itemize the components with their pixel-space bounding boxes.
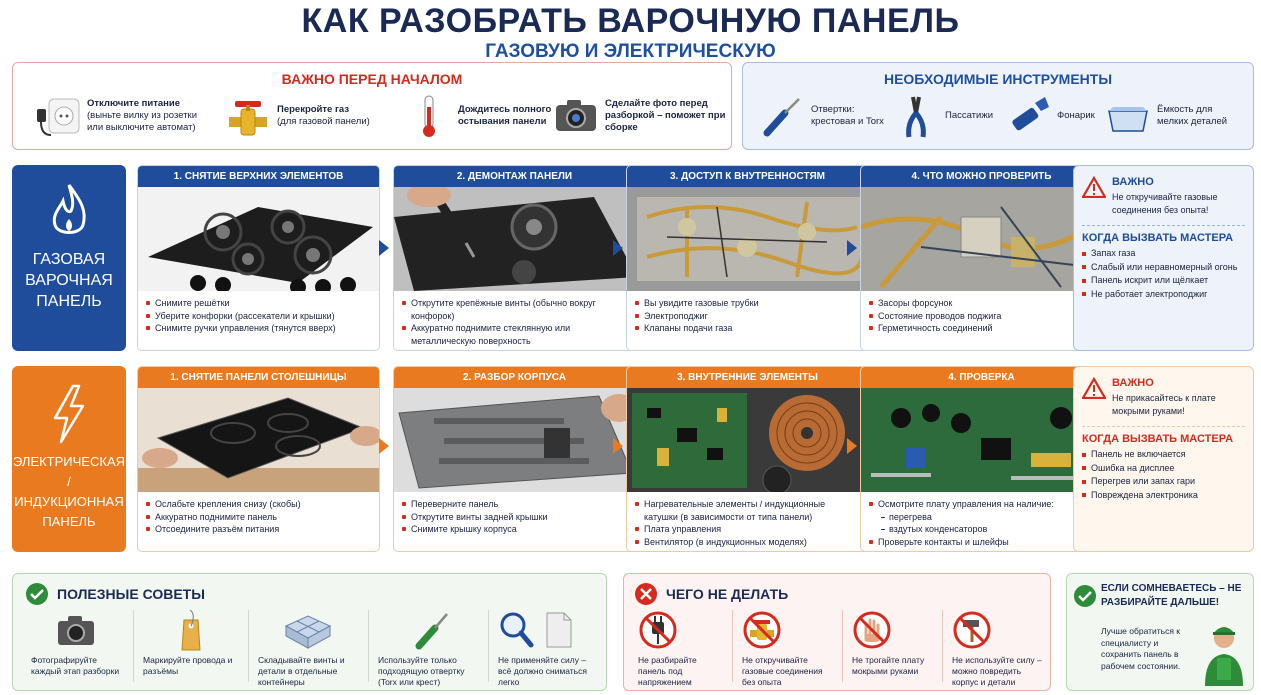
tool-container-label: Ёмкость для мелких деталей	[1157, 104, 1228, 127]
thermometer-icon	[406, 93, 452, 139]
electric-step-3-title: 3. ВНУТРЕННИЕ ЭЛЕМЕНТЫ	[627, 367, 868, 388]
electric-warning-panel	[1073, 366, 1254, 552]
gas-step-3-bullet: Клапаны подачи газа	[635, 322, 860, 335]
dont-text: Не используйте силу – можно повредить корпус и детали	[952, 655, 1042, 687]
gas-step-1	[137, 165, 380, 351]
electric-step-3	[626, 366, 869, 552]
gas-step-2-bullet: Открутите крепёжные винты (обычно вокруг конфорок)	[402, 297, 627, 322]
electric-step-3-bullet: Вентилятор (в индукционных моделях)	[635, 536, 860, 549]
arrow-right-icon	[613, 438, 623, 454]
tool-flashlight-label: Фонарик	[1057, 110, 1095, 121]
electric-call-item: Повреждена электроника	[1082, 489, 1245, 503]
gas-call-master-title: КОГДА ВЫЗВАТЬ МАСТЕРА	[1082, 232, 1234, 244]
tip-icons	[498, 608, 598, 652]
camera-icon	[553, 93, 599, 139]
magnifier-icon	[498, 610, 534, 650]
arrow-right-icon	[847, 240, 857, 256]
before-item-gas	[225, 93, 390, 139]
arrow-right-icon	[847, 438, 857, 454]
divider	[732, 610, 733, 682]
electric-step-1-bullet: Отсоедините разъём питания	[146, 523, 371, 536]
gas-section-title: ГАЗОВАЯ ВАРОЧНАЯ ПАНЕЛЬ	[25, 251, 113, 310]
induction-lift-photo	[138, 388, 379, 492]
electric-warning-title: ВАЖНО	[1112, 377, 1154, 389]
tip-text: Складывайте винты и детали в отдельные контейнеры	[258, 655, 345, 687]
tool-pliers-label: Пассатижи	[945, 110, 994, 121]
warning-triangle-icon	[1082, 377, 1106, 399]
electric-step-4-subbullet: вздутых конденсаторов	[869, 523, 1094, 536]
tip-item	[31, 608, 121, 677]
electric-step-4-subbullet: перегрева	[869, 511, 1094, 524]
electric-step-2-bullet: Снимите крышку корпуса	[402, 523, 627, 536]
control-board-photo	[861, 388, 1102, 492]
divider	[842, 610, 843, 682]
gas-warning-text: Не откручивайте газовые соединения без опыта!	[1112, 192, 1218, 215]
electric-call-master-title: КОГДА ВЫЗВАТЬ МАСТЕРА	[1082, 433, 1234, 445]
dont-title: ЧЕГО НЕ ДЕЛАТЬ	[666, 586, 789, 602]
gas-call-item: Слабый или неравномерный огонь	[1082, 261, 1245, 275]
gas-valve-icon	[225, 93, 271, 139]
gas-step-3-title: 3. ДОСТУП К ВНУТРЕННОСТЯМ	[627, 166, 868, 187]
check-circle-icon	[1073, 584, 1097, 608]
gas-step-4-bullet: Засоры форсунок	[869, 297, 1094, 310]
electric-step-4	[860, 366, 1103, 552]
useful-tips-panel	[12, 573, 607, 691]
electric-step-2-bullet: Переверните панель	[402, 498, 627, 511]
lightning-icon	[49, 384, 89, 444]
what-not-to-do-panel	[623, 573, 1051, 691]
before-photo-bold: Сделайте фото перед разборкой – поможет при сборке	[605, 98, 726, 133]
before-power-bold: Отключите питание	[87, 98, 181, 109]
doubt-text: Лучше обратиться к специалисту и сохранить панель в рабочем состоянии.	[1101, 626, 1181, 671]
before-gas-bold: Перекройте газ	[277, 104, 350, 115]
no-hammer-icon	[952, 608, 1047, 652]
gas-step-2-title: 2. ДЕМОНТАЖ ПАНЕЛИ	[394, 166, 635, 187]
gas-valve-closeup-photo	[861, 187, 1102, 291]
housing-screws-photo	[394, 388, 635, 492]
electric-step-4-bullet: Проверьте контакты и шлейфы	[869, 536, 1094, 549]
dont-item	[638, 608, 723, 688]
tag-icon	[143, 608, 238, 652]
gas-step-4	[860, 165, 1103, 351]
before-cool-bold: Дождитесь полного остывания панели	[458, 104, 552, 127]
tip-text: Маркируйте провода и разъёмы	[143, 655, 233, 676]
electric-step-3-bullet: Плата управления	[635, 523, 860, 536]
tools-title: НЕОБХОДИМЫЕ ИНСТРУМЕНТЫ	[883, 71, 1113, 87]
gas-panel-screws-photo	[394, 187, 635, 291]
page-subtitle: ГАЗОВУЮ И ЭЛЕКТРИЧЕСКУЮ	[485, 41, 776, 62]
divider	[248, 610, 249, 682]
gas-step-4-bullet: Состояние проводов поджига	[869, 310, 1094, 323]
pliers-icon	[893, 93, 939, 139]
electric-step-1	[137, 366, 380, 552]
before-start-panel	[12, 62, 732, 150]
tips-header	[25, 582, 205, 606]
electric-step-1-bullet: Аккуратно поднимите панель	[146, 511, 371, 524]
page-title: КАК РАЗОБРАТЬ ВАРОЧНУЮ ПАНЕЛЬ	[301, 2, 960, 40]
electric-step-1-title: 1. СНЯТИЕ ПАНЕЛИ СТОЛЕШНИЦЫ	[138, 367, 379, 388]
electric-warning-text: Не прикасайтесь к плате мокрыми руками!	[1112, 393, 1216, 416]
dont-item	[742, 608, 837, 688]
gas-step-1-bullet: Уберите конфорки (рассекатели и крышки)	[146, 310, 371, 323]
if-in-doubt-panel	[1066, 573, 1254, 691]
electric-call-item: Панель не включается	[1082, 448, 1245, 462]
gas-hob-grates-photo	[138, 187, 379, 291]
gas-step-1-bullet: Снимите решётки	[146, 297, 371, 310]
tool-screwdriver	[759, 93, 889, 139]
electric-step-1-bullet: Ослабьте крепления снизу (скобы)	[146, 498, 371, 511]
organizer-tray-icon	[258, 608, 358, 652]
technician-icon	[1199, 618, 1249, 686]
gas-step-4-bullet: Герметичность соединений	[869, 322, 1094, 335]
document-icon	[544, 610, 574, 650]
tip-item	[143, 608, 238, 677]
tool-screwdriver-label: Отвертки: крестовая и Torx	[811, 104, 884, 127]
gas-step-1-bullet: Снимите ручки управления (тянутся вверх)	[146, 322, 371, 335]
divider	[368, 610, 369, 682]
tips-title: ПОЛЕЗНЫЕ СОВЕТЫ	[57, 586, 205, 602]
induction-coil-photo	[627, 388, 868, 492]
before-item-photo	[553, 93, 728, 139]
divider	[488, 610, 489, 682]
electric-step-2-title: 2. РАЗБОР КОРПУСА	[394, 367, 635, 388]
electric-step-4-bullet: Осмотрите плату управления на наличие:	[869, 498, 1094, 511]
gas-step-4-title: 4. ЧТО МОЖНО ПРОВЕРИТЬ	[861, 166, 1102, 187]
tip-item	[378, 608, 483, 688]
doubt-title: ЕСЛИ СОМНЕВАЕТЕСЬ – НЕ РАЗБИРАЙТЕ ДАЛЬШЕ!	[1101, 583, 1242, 608]
plug-socket-icon	[35, 93, 81, 139]
x-circle-icon	[634, 582, 658, 606]
container-icon	[1105, 93, 1151, 139]
no-valve-icon	[742, 608, 837, 652]
tip-item	[258, 608, 358, 688]
electric-step-2	[393, 366, 636, 552]
flashlight-icon	[1005, 93, 1051, 139]
gas-section-label	[12, 165, 126, 351]
electric-call-item: Ошибка на дисплее	[1082, 462, 1245, 476]
tip-item	[498, 608, 598, 688]
electric-step-3-bullet: Нагревательные элементы / индукционные катушки (в зависимости от типа панели)	[635, 498, 860, 523]
check-circle-icon	[25, 582, 49, 606]
gas-step-2-bullet: Аккуратно поднимите стеклянную или металлическую поверхность	[402, 322, 627, 347]
tool-pliers	[893, 93, 1003, 139]
warning-triangle-icon	[1082, 176, 1106, 198]
gas-step-3-bullet: Вы увидите газовые трубки	[635, 297, 860, 310]
before-gas-text: (для газовой панели)	[277, 116, 370, 127]
gas-internals-photo	[627, 187, 868, 291]
dont-item	[952, 608, 1047, 688]
camera-icon	[31, 608, 121, 652]
before-start-title: ВАЖНО ПЕРЕД НАЧАЛОМ	[281, 71, 463, 87]
arrow-right-icon	[379, 240, 389, 256]
arrow-right-icon	[379, 438, 389, 454]
tip-text: Используйте только подходящую отвертку (Torx или крест)	[378, 655, 465, 687]
gas-step-3	[626, 165, 869, 351]
tool-container	[1105, 93, 1245, 139]
tool-flashlight	[1005, 93, 1115, 139]
screwdriver-icon	[378, 608, 483, 652]
gas-step-2	[393, 165, 636, 351]
electric-call-item: Перегрев или запах гари	[1082, 475, 1245, 489]
gas-warning-title: ВАЖНО	[1112, 176, 1154, 188]
flame-icon	[47, 181, 91, 241]
dont-header	[634, 582, 788, 606]
gas-call-item: Не работает электроподжиг	[1082, 288, 1245, 302]
electric-step-4-title: 4. ПРОВЕРКА	[861, 367, 1102, 388]
gas-call-item: Запах газа	[1082, 247, 1245, 261]
arrow-right-icon	[613, 240, 623, 256]
electric-section-title: ЭЛЕКТРИЧЕСКАЯ / ИНДУКЦИОННАЯ ПАНЕЛЬ	[13, 454, 125, 529]
divider	[133, 610, 134, 682]
electric-step-2-bullet: Открутите винты задней крышки	[402, 511, 627, 524]
dont-text: Не разбирайте панель под напряжением	[638, 655, 697, 687]
electric-section-label	[12, 366, 126, 552]
no-hand-icon	[852, 608, 937, 652]
gas-step-1-title: 1. СНЯТИЕ ВЕРХНИХ ЭЛЕМЕНТОВ	[138, 166, 379, 187]
gas-warning-panel	[1073, 165, 1254, 351]
dont-item	[852, 608, 937, 677]
before-item-power	[35, 93, 205, 139]
tip-text: Не применяйте силу – всё должно сниматься легко	[498, 655, 587, 687]
no-plug-icon	[638, 608, 723, 652]
screwdriver-icon	[759, 93, 805, 139]
tools-panel	[742, 62, 1254, 150]
dont-text: Не трогайте плату мокрыми руками	[852, 655, 925, 676]
gas-step-3-bullet: Электроподжиг	[635, 310, 860, 323]
divider	[942, 610, 943, 682]
gas-call-item: Панель искрит или щёлкает	[1082, 274, 1245, 288]
before-power-text: (выньте вилку из розетки или выключите автомат)	[87, 110, 198, 133]
dont-text: Не откручивайте газовые соединения без опыта	[742, 655, 823, 687]
tip-text: Фотографируйте каждый этап разборки	[31, 655, 120, 676]
before-item-cool	[406, 93, 556, 139]
